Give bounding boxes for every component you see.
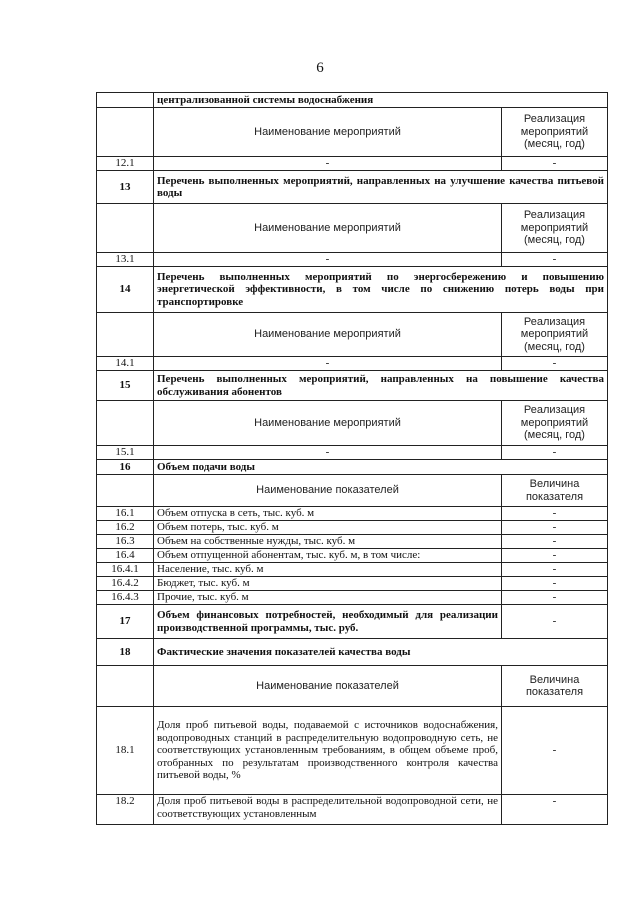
table-row — [97, 357, 608, 371]
section-18-number: 18 — [97, 639, 154, 666]
row-number: 14.1 — [97, 357, 154, 371]
row-name: Объем отпущенной абонентам, тыс. куб. м, в том числе: — [154, 549, 502, 563]
indicators-table — [96, 92, 608, 825]
row-value: - — [501, 795, 607, 825]
section-13-header-impl: Реализация мероприятий (месяц, год) — [501, 204, 607, 253]
row-number: 16.4.3 — [97, 591, 154, 605]
table-row — [97, 795, 608, 825]
row-name: Объем на собственные нужды, тыс. куб. м — [154, 535, 502, 549]
table-row — [97, 157, 608, 171]
row-number: 15.1 — [97, 446, 154, 460]
row-value: - — [501, 563, 607, 577]
section-15-header-impl: Реализация мероприятий (месяц, год) — [501, 401, 607, 446]
section-12-header-name: Наименование мероприятий — [154, 108, 502, 157]
section-17-row — [97, 605, 608, 639]
table-row — [97, 535, 608, 549]
row-value: - — [501, 521, 607, 535]
section-17-number: 17 — [97, 605, 154, 639]
row-number: 16.1 — [97, 507, 154, 521]
section-15-header-name: Наименование мероприятий — [154, 401, 502, 446]
row-name: - — [154, 157, 502, 171]
row-name: Прочие, тыс. куб. м — [154, 591, 502, 605]
row-number: 16.4.1 — [97, 563, 154, 577]
section-17-value: - — [501, 605, 607, 639]
row-number: 16.2 — [97, 521, 154, 535]
section-18-title-row — [97, 639, 608, 666]
section-18-header-name: Наименование показателей — [154, 666, 502, 707]
row-name: Объем потерь, тыс. куб. м — [154, 521, 502, 535]
table-row — [97, 507, 608, 521]
table-row — [97, 549, 608, 563]
section-12-title: централизованной системы водоснабжения — [154, 93, 608, 108]
row-value: - — [501, 357, 607, 371]
row-value: - — [501, 157, 607, 171]
section-17-title: Объем финансовых потребностей, необходимый для реализации производственной программы, тыс. руб. — [154, 605, 502, 639]
section-13-header-name: Наименование мероприятий — [154, 204, 502, 253]
section-18-header-value: Величина показателя — [501, 666, 607, 707]
section-15-header-row — [97, 401, 608, 446]
row-name: - — [154, 357, 502, 371]
row-name: Доля проб питьевой воды, подаваемой с источников водоснабжения, водопроводных станций в распределительную водопроводную сеть, не соответствующих установленным требованиям, в общем объеме проб, отобранных по результатам производственного контроля качества питьевой воды, % — [154, 707, 502, 795]
section-13-title: Перечень выполненных мероприятий, направленных на улучшение качества питьевой воды — [154, 171, 608, 204]
row-name: - — [154, 253, 502, 267]
section-16-header-name: Наименование показателей — [154, 475, 502, 507]
row-value: - — [501, 535, 607, 549]
section-16-title-row — [97, 460, 608, 475]
row-value: - — [501, 591, 607, 605]
row-name: Доля проб питьевой воды в распределительной водопроводной сети, не соответствующих установленным — [154, 795, 502, 825]
section-16-header-value: Величина показателя — [501, 475, 607, 507]
table-row — [97, 446, 608, 460]
section-14-header-row — [97, 313, 608, 357]
table-row — [97, 521, 608, 535]
section-18-title: Фактические значения показателей качества воды — [154, 639, 608, 666]
section-14-header-name: Наименование мероприятий — [154, 313, 502, 357]
row-name: - — [154, 446, 502, 460]
section-13-number: 13 — [97, 171, 154, 204]
row-value: - — [501, 707, 607, 795]
row-number: 16.3 — [97, 535, 154, 549]
section-15-title-row — [97, 371, 608, 401]
section-18-header-row — [97, 666, 608, 707]
section-14-header-impl: Реализация мероприятий (месяц, год) — [501, 313, 607, 357]
section-15-title: Перечень выполненных мероприятий, направленных на повышение качества обслуживания абонентов — [154, 371, 608, 401]
section-16-title: Объем подачи воды — [154, 460, 608, 475]
section-12-title-row — [97, 93, 608, 108]
section-12-header-row — [97, 108, 608, 157]
section-14-title: Перечень выполненных мероприятий по энергосбережению и повышению энергетической эффективности, в том числе по снижению потерь воды при транспортировке — [154, 267, 608, 313]
section-16-number: 16 — [97, 460, 154, 475]
row-number: 12.1 — [97, 157, 154, 171]
section-13-header-row — [97, 204, 608, 253]
section-14-title-row — [97, 267, 608, 313]
row-number: 16.4 — [97, 549, 154, 563]
section-13-title-row — [97, 171, 608, 204]
row-value: - — [501, 507, 607, 521]
row-value: - — [501, 446, 607, 460]
section-16-header-row — [97, 475, 608, 507]
row-number: 18.2 — [97, 795, 154, 825]
table-row — [97, 591, 608, 605]
row-value: - — [501, 577, 607, 591]
table-row — [97, 253, 608, 267]
table-row — [97, 577, 608, 591]
row-value: - — [501, 253, 607, 267]
row-number: 18.1 — [97, 707, 154, 795]
section-14-number: 14 — [97, 267, 154, 313]
row-name: Объем отпуска в сеть, тыс. куб. м — [154, 507, 502, 521]
section-15-number: 15 — [97, 371, 154, 401]
table-row — [97, 563, 608, 577]
row-number: 13.1 — [97, 253, 154, 267]
row-name: Бюджет, тыс. куб. м — [154, 577, 502, 591]
row-name: Население, тыс. куб. м — [154, 563, 502, 577]
page-number: 6 — [316, 60, 324, 76]
row-value: - — [501, 549, 607, 563]
table-row — [97, 707, 608, 795]
row-number: 16.4.2 — [97, 577, 154, 591]
section-12-header-impl: Реализация мероприятий (месяц, год) — [501, 108, 607, 157]
